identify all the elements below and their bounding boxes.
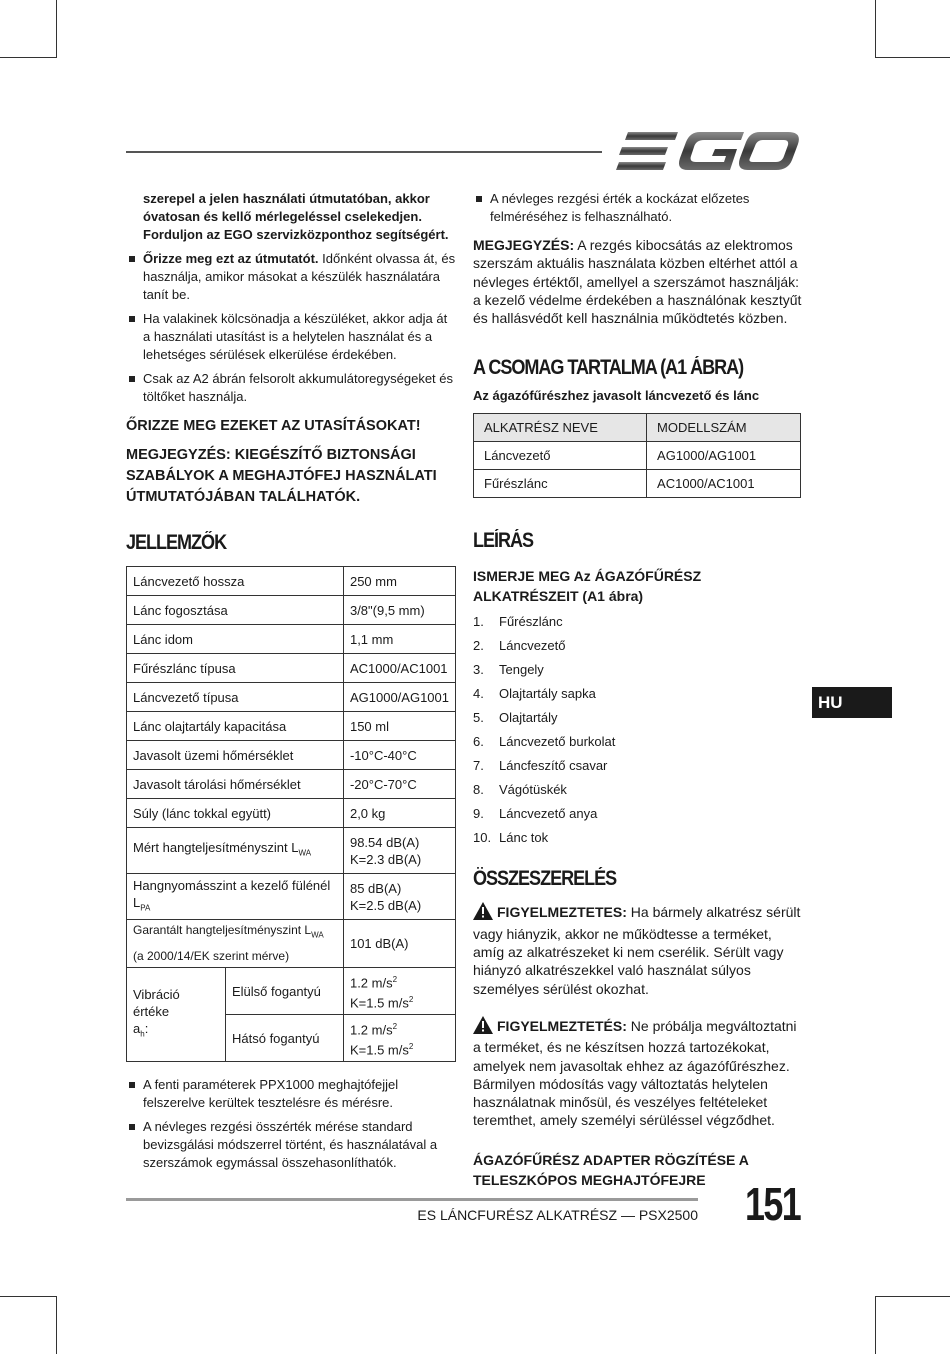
part-name: Fűrészlánc	[499, 614, 563, 630]
subscript: h	[140, 1029, 145, 1039]
part-name: Olajtartály	[499, 710, 558, 726]
part-number: 2.	[473, 638, 484, 654]
list-item	[473, 634, 803, 658]
list-item	[126, 250, 456, 304]
keep-instructions-heading: ŐRIZZE MEG EZEKET AZ UTASÍTÁSOKAT!	[126, 418, 421, 434]
bullet-text: Ha valakinek kölcsönadja a készüléket, akkor adja át a használati utasítást is a helytelen használat és a lehetséges sérülések elkerülése érdekében.	[143, 311, 448, 362]
spec-label: Lánc fogosztása	[127, 596, 344, 625]
warning-paragraph	[473, 1016, 803, 1130]
specs-table	[126, 566, 456, 1062]
spec-value	[343, 1015, 455, 1062]
part-name: Lánc tok	[499, 830, 549, 846]
spec-label: Fűrészlánc típusa	[127, 654, 344, 683]
crop-mark	[0, 57, 56, 58]
page-number: 151	[745, 1178, 801, 1230]
subscript: WA	[311, 930, 324, 940]
front-handle-value: 1.2 m/s	[349, 975, 393, 990]
list-item	[473, 754, 803, 778]
vibration-symbol: a	[133, 1021, 141, 1037]
crop-mark	[0, 1296, 56, 1297]
table-row	[127, 968, 456, 1015]
list-item	[473, 610, 803, 634]
list-item	[473, 730, 803, 754]
package-title: A CSOMAG TARTALMA (A1 ÁBRA)	[473, 356, 744, 380]
spec-label: Lánc olajtartály kapacitása	[127, 712, 344, 741]
bullet-text: Időnként olvassa át, és használja, amikor másokat a készülék használatára tanít be.	[143, 251, 456, 302]
rear-handle-value: 1.2 m/s	[349, 1022, 393, 1037]
sound-pressure-value: 85 dB(A)	[349, 880, 402, 896]
spec-value: 101 dB(A)	[343, 920, 455, 968]
sound-pressure-label: Hangnyomásszint a kezelő fülénél L	[133, 877, 331, 910]
subscript: PA	[140, 903, 151, 913]
table-row	[127, 654, 456, 683]
table-row	[127, 920, 456, 968]
note-caps: MEGJEGYZÉS: KIEGÉSZÍTŐ BIZTONSÁGI SZABÁLYOK A MEGHAJTÓFEJ HASZNÁLATI ÚTMUTATÓJÁBAN TALÁLHATÓK.	[126, 447, 437, 505]
list-item: A névleges rezgési érték a kockázat előzetes felméréséhez is felhasználható.	[473, 190, 803, 226]
front-handle-uncertainty: K=1.5 m/s	[349, 995, 409, 1011]
part-name: Láncfeszítő csavar	[499, 758, 608, 774]
spec-label: Láncvezető típusa	[127, 683, 344, 712]
part-number: 1.	[473, 614, 484, 630]
intro-paragraph: szerepel a jelen használati útmutatóban, akkor óvatosan és kellő mérlegeléssel cselekedjen. Forduljon az EGO szervizközponthoz segítségért.	[143, 191, 449, 242]
superscript: 2	[408, 995, 414, 1004]
language-tab: HU	[812, 687, 892, 718]
footnote-bullets	[126, 1076, 456, 1172]
spec-value: AC1000/AC1001	[343, 654, 455, 683]
crop-mark	[875, 1296, 876, 1354]
table-row	[127, 874, 456, 920]
parts-list	[473, 610, 803, 850]
part-name: Láncvezető anya	[499, 806, 598, 822]
warning-label: FIGYELMEZTETES:	[497, 904, 627, 921]
assembly-title: ÖSSZESZERELÉS	[473, 867, 617, 891]
footer-rule	[126, 1198, 698, 1201]
package-table	[473, 413, 801, 498]
list-item	[473, 778, 803, 802]
front-handle-label: Elülső fogantyú	[226, 968, 344, 1015]
vibration-label: Vibráció értéke	[133, 987, 180, 1020]
bullet-bold: Őrizze meg ezt az útmutatót.	[143, 251, 319, 266]
vibration-note	[473, 236, 803, 327]
list-item	[473, 706, 803, 730]
spec-label	[127, 874, 344, 920]
note-text: A rezgés kibocsátás az elektromos szerszám aktuális használata közben eltérhet attól a névleges értéktől, amellyel a szerszámot használják: a kezelő védelme érdekében a használónak kesztyűt és hallásvédőt kell használnia működtetés közben.	[473, 237, 802, 327]
warning-label: FIGYELMEZTETÉS:	[497, 1017, 627, 1034]
part-name-cell: Láncvezető	[474, 442, 647, 470]
spec-label: Javasolt üzemi hőmérséklet	[127, 741, 344, 770]
table-row	[127, 712, 456, 741]
description-subtitle: ISMERJE MEG Az ÁGAZÓFŰRÉSZ ALKATRÉSZEIT (A1 ábra)	[473, 568, 702, 605]
safety-bullets	[126, 250, 456, 406]
table-header-row	[474, 414, 801, 442]
crop-mark	[875, 0, 876, 58]
spec-value	[343, 874, 455, 920]
crop-mark	[56, 0, 57, 58]
part-name: Olajtartály sapka	[499, 686, 596, 702]
list-item	[126, 310, 456, 364]
subscript: WA	[298, 848, 312, 858]
list-item: A névleges rezgési összérték mérése standard bevizsgálási módszerrel történt, és használatával a szerszámok egymással összehasonlíthatók.	[126, 1118, 456, 1172]
table-row	[127, 741, 456, 770]
right-column	[473, 190, 803, 1190]
spec-value	[343, 828, 455, 874]
model-cell: AC1000/AC1001	[647, 470, 801, 498]
spec-label: Súly (lánc tokkal együtt)	[127, 799, 344, 828]
vibration-label-cell: Vibráció értéke $a_h$:	[127, 968, 226, 1062]
list-item	[126, 370, 456, 406]
warning-icon	[473, 1016, 493, 1038]
header-rule	[126, 151, 602, 153]
sound-pressure-uncertainty: K=2.5 dB(A)	[349, 897, 422, 913]
table-row	[127, 828, 456, 874]
part-number: 10.	[473, 830, 492, 846]
crop-mark	[56, 1296, 57, 1354]
part-number: 8.	[473, 782, 484, 798]
spec-value: 2,0 kg	[343, 799, 455, 828]
spec-value: -10°C-40°C	[343, 741, 455, 770]
list-item	[473, 826, 803, 850]
table-row	[127, 799, 456, 828]
superscript: 2	[392, 1021, 398, 1031]
part-number: 5.	[473, 710, 484, 726]
spec-label: Javasolt tárolási hőmérséklet	[127, 770, 344, 799]
spec-value: -20°C-70°C	[343, 770, 455, 799]
superscript: 2	[392, 974, 398, 984]
part-number: 9.	[473, 806, 484, 822]
package-subtitle: Az ágazófűrészhez javasolt láncvezető és lánc	[473, 388, 760, 404]
rear-handle-uncertainty: K=1.5 m/s	[349, 1042, 409, 1058]
sound-power-label: Mért hangteljesítményszint L	[133, 840, 299, 856]
warning-text: Ne próbálja megváltoztatni a terméket, és ne készítsen hozzá tartozékokat, amelyek nem javasoltak ehhez az ágazófűrészhez. Bármilyen módosítás vagy változtatás helytelen használatnak minősül, és veszélyes feltételeket teremthet, amely személyi sérüléssel végződhet.	[473, 1017, 797, 1129]
sound-power-value: 98.54 dB(A)	[349, 834, 420, 850]
sound-power-uncertainty: K=2.3 dB(A)	[349, 851, 422, 867]
column-header: ALKATRÉSZ NEVE	[474, 414, 647, 442]
ego-logo	[616, 130, 800, 177]
part-name: Láncvezető	[499, 638, 566, 654]
part-number: 7.	[473, 758, 484, 774]
part-number: 6.	[473, 734, 484, 750]
warning-icon	[473, 902, 493, 924]
list-item	[473, 658, 803, 682]
part-number: 3.	[473, 662, 484, 678]
rear-handle-label: Hátsó fogantyú	[226, 1015, 344, 1062]
part-name: Vágótüskék	[499, 782, 567, 798]
part-name: Láncvezető burkolat	[499, 734, 616, 750]
superscript: 2	[408, 1042, 414, 1051]
table-row	[127, 567, 456, 596]
crop-mark	[876, 1296, 950, 1297]
vibration-bullets	[473, 190, 803, 226]
bullet-text: Csak az A2 ábrán felsorolt akkumulátoregységeket és töltőket használja.	[143, 371, 454, 404]
part-number: 4.	[473, 686, 484, 702]
model-cell: AG1000/AG1001	[647, 442, 801, 470]
guaranteed-label: Garantált hangteljesítményszint L	[133, 923, 312, 938]
table-row	[127, 683, 456, 712]
spec-label	[127, 828, 344, 874]
warning-text: Ha bármely alkatrész sérült vagy hiányzik, akkor ne működtesse a terméket, amíg az alkatrészeket ki nem cserélik. Sérült vagy hiányzó alkatrészekkel való használat súlyos személyes sérülést okozhat.	[473, 904, 801, 997]
list-item	[473, 682, 803, 706]
table-row	[474, 470, 801, 498]
spec-label	[127, 920, 344, 968]
table-row	[127, 625, 456, 654]
spec-value: 3/8"(9,5 mm)	[343, 596, 455, 625]
spec-value: 1,1 mm	[343, 625, 455, 654]
adapter-heading: ÁGAZÓFŰRÉSZ ADAPTER RÖGZÍTÉSE A TELESZKÓPOS MEGHAJTÓFEJRE	[473, 1151, 749, 1188]
guaranteed-note: (a 2000/14/EK szerint mérve)	[133, 948, 290, 963]
list-item: A fenti paraméterek PPX1000 meghajtófejjel felszerelve kerültek tesztelésre és mérésre.	[126, 1076, 456, 1112]
table-row	[127, 770, 456, 799]
warning-paragraph	[473, 902, 803, 997]
spec-label: Láncvezető hossza	[127, 567, 344, 596]
spec-value: 250 mm	[343, 567, 455, 596]
part-name-cell: Fűrészlánc	[474, 470, 647, 498]
left-column	[126, 190, 456, 1178]
spec-value: AG1000/AG1001	[343, 683, 455, 712]
spec-value	[343, 968, 455, 1015]
table-row	[127, 596, 456, 625]
footer-text: ES LÁNCFURÉSZ ALKATRÉSZ — PSX2500	[417, 1207, 698, 1223]
specs-title: JELLEMZŐK	[126, 531, 227, 554]
table-row	[474, 442, 801, 470]
part-name: Tengely	[499, 662, 544, 678]
description-title: LEÍRÁS	[473, 529, 534, 553]
crop-mark	[876, 57, 950, 58]
spec-label: Lánc idom	[127, 625, 344, 654]
spec-value: 150 ml	[343, 712, 455, 741]
list-item	[473, 802, 803, 826]
column-header: MODELLSZÁM	[647, 414, 801, 442]
note-label: MEGJEGYZÉS:	[473, 237, 575, 253]
